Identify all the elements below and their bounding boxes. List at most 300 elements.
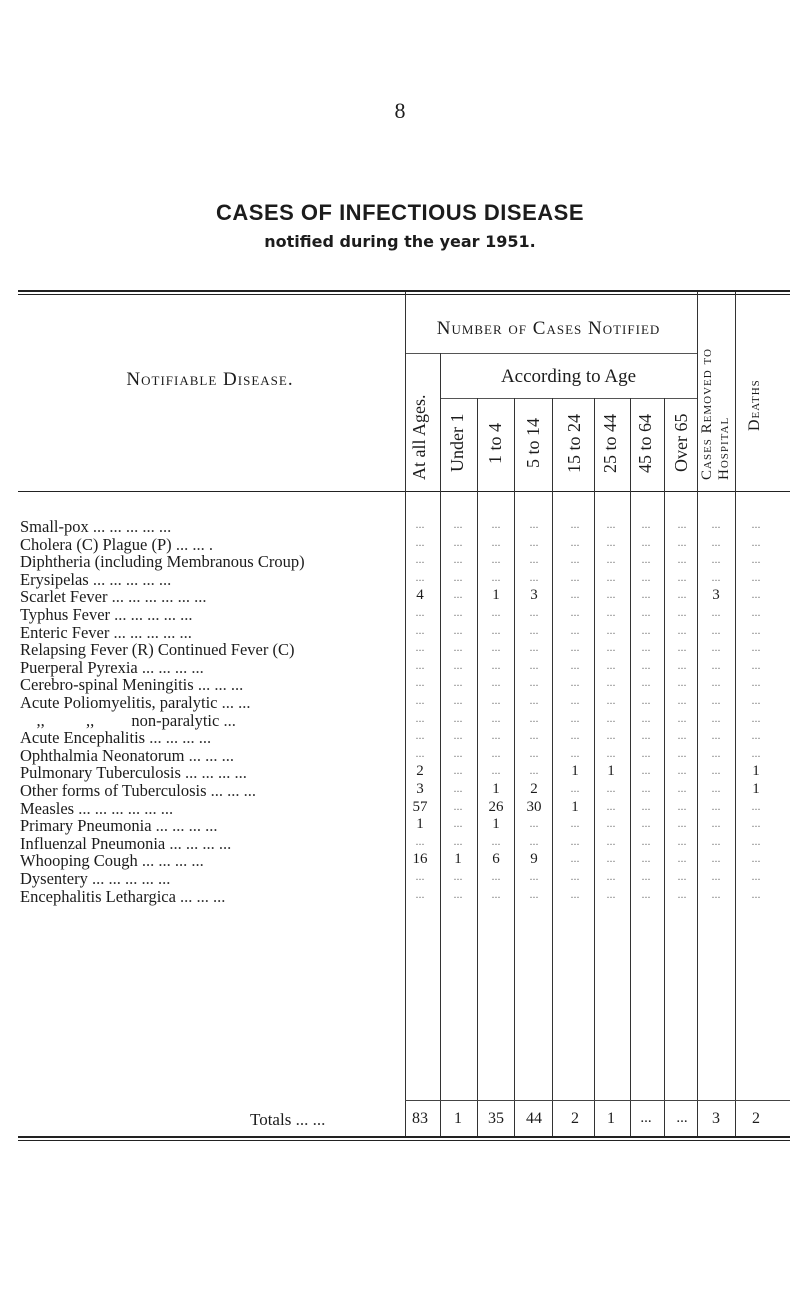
cell-over-65: ... — [677, 693, 687, 707]
col-45-to-64-header: 45 to 64 — [635, 413, 655, 473]
disease-name — [20, 887, 400, 907]
cell-15-to-24: ... — [570, 887, 580, 901]
cell-deaths: ... — [751, 799, 761, 813]
page-subtitle: notified during the year 1951. — [264, 232, 536, 251]
cell-15-to-24: ... — [570, 869, 580, 883]
cell-over-65: ... — [677, 816, 687, 830]
cell-5-to-14: ... — [529, 570, 539, 584]
table-row — [0, 799, 800, 816]
cell-5-to-14: 9 — [530, 851, 538, 867]
table-row — [0, 711, 800, 728]
cell-1-to-4: ... — [491, 623, 501, 637]
cell-5-to-14: ... — [529, 763, 539, 777]
col-1-to-4-header: 1 to 4 — [485, 422, 505, 464]
cell-deaths: ... — [751, 746, 761, 760]
cell-deaths: ... — [751, 711, 761, 725]
dot-leader: ... ... ... ... ... ... — [107, 587, 207, 606]
cell-1-to-4: 1 — [492, 781, 500, 797]
col-15-to-24-header: 15 to 24 — [564, 413, 584, 473]
cell-deaths: ... — [751, 887, 761, 901]
cell-removed-to-hospital: ... — [711, 693, 721, 707]
cell-deaths: 1 — [752, 781, 760, 797]
cell-under-1: ... — [453, 711, 463, 725]
table-row — [0, 517, 800, 534]
cell-deaths: ... — [751, 535, 761, 549]
cell-5-to-14: 2 — [530, 781, 538, 797]
cell-removed-to-hospital: ... — [711, 640, 721, 654]
table-top-rule-thin — [18, 294, 790, 295]
cell-15-to-24: 1 — [571, 799, 579, 815]
cell-over-65: ... — [677, 746, 687, 760]
cell-25-to-44: ... — [606, 552, 616, 566]
dot-leader: ... ... ... ... ... — [87, 869, 171, 888]
cell-25-to-44: ... — [606, 834, 616, 848]
cell-removed-to-hospital: 3 — [712, 587, 720, 603]
cell-25-to-44: ... — [606, 675, 616, 689]
disease-name-text: Other forms of Tuberculosis — [20, 781, 207, 800]
table-row — [0, 851, 800, 868]
cell-at-all-ages: ... — [415, 869, 425, 883]
cell-1-to-4: ... — [491, 869, 501, 883]
cell-at-all-ages: ... — [415, 711, 425, 725]
dot-leader: ... ... ... ... ... — [110, 605, 193, 624]
cell-deaths: ... — [751, 658, 761, 672]
cell-45-to-64: ... — [641, 640, 651, 654]
page-title: CASES OF INFECTIOUS DISEASE — [216, 200, 584, 225]
disease-name-text: Diphtheria (including Membranous Croup) — [20, 552, 305, 571]
cell-5-to-14: ... — [529, 640, 539, 654]
totals-label — [250, 1110, 325, 1130]
disease-name — [20, 781, 400, 801]
dot-leader: ... ... ... ... — [151, 816, 218, 835]
col-5-to-14-header: 5 to 14 — [523, 418, 543, 469]
col-under-1-header: Under 1 — [447, 413, 467, 473]
cell-under-1: ... — [453, 728, 463, 742]
disease-name-text: Cholera (C) Plague (P) — [20, 535, 172, 554]
cell-45-to-64: ... — [641, 658, 651, 672]
disease-name-text: Measles — [20, 799, 75, 818]
cell-deaths: ... — [751, 693, 761, 707]
cell-at-all-ages: ... — [415, 746, 425, 760]
disease-name-text: Erysipelas — [20, 570, 89, 589]
cell-over-65: ... — [677, 587, 687, 601]
cell-over-65: ... — [677, 887, 687, 901]
cell-removed-to-hospital: ... — [711, 552, 721, 566]
cell-over-65: ... — [677, 851, 687, 865]
table-row — [0, 552, 800, 569]
cell-under-1: ... — [453, 799, 463, 813]
cell-45-to-64: ... — [641, 587, 651, 601]
disease-name-text: Puerperal Pyrexia — [20, 658, 138, 677]
cell-under-1: ... — [453, 834, 463, 848]
cell-at-all-ages: ... — [415, 535, 425, 549]
dot-leader: ... ... . — [171, 535, 213, 554]
cell-removed-to-hospital: ... — [711, 887, 721, 901]
cell-5-to-14: ... — [529, 728, 539, 742]
cell-25-to-44: ... — [606, 535, 616, 549]
cell-25-to-44: ... — [606, 781, 616, 795]
cell-5-to-14: 44 — [526, 1110, 542, 1127]
cell-at-all-ages: ... — [415, 623, 425, 637]
cell-45-to-64: ... — [641, 711, 651, 725]
cell-25-to-44: ... — [606, 869, 616, 883]
cell-45-to-64: ... — [641, 781, 651, 795]
cell-25-to-44: 1 — [607, 1110, 615, 1127]
disease-name-text: ,, ,, non-paralytic — [20, 711, 220, 730]
cell-deaths: ... — [751, 728, 761, 742]
cell-under-1: ... — [453, 640, 463, 654]
cell-at-all-ages: 16 — [412, 851, 428, 867]
cell-15-to-24: ... — [570, 587, 580, 601]
cell-5-to-14: ... — [529, 605, 539, 619]
cell-15-to-24: ... — [570, 623, 580, 637]
totals-row — [0, 1110, 800, 1127]
table-row — [0, 535, 800, 552]
cell-at-all-ages: 1 — [416, 816, 424, 832]
cell-at-all-ages: ... — [415, 675, 425, 689]
disease-name-text: Relapsing Fever (R) Continued Fever (C) — [20, 640, 295, 659]
cell-15-to-24: ... — [570, 816, 580, 830]
cell-5-to-14: ... — [529, 834, 539, 848]
table-row — [0, 728, 800, 745]
table-top-rule — [18, 290, 790, 292]
disease-name-text: Acute Poliomyelitis, paralytic — [20, 693, 218, 712]
cell-at-all-ages: ... — [415, 552, 425, 566]
cell-5-to-14: 30 — [526, 799, 542, 815]
cell-deaths: 2 — [752, 1110, 760, 1127]
cell-over-65: ... — [677, 781, 687, 795]
cell-15-to-24: ... — [570, 675, 580, 689]
cell-25-to-44: ... — [606, 728, 616, 742]
cell-under-1: 1 — [454, 1110, 462, 1127]
cell-at-all-ages: 4 — [416, 587, 424, 603]
cell-5-to-14: ... — [529, 675, 539, 689]
cell-removed-to-hospital: ... — [711, 763, 721, 777]
cell-at-all-ages: ... — [415, 887, 425, 901]
cell-at-all-ages: 83 — [412, 1110, 428, 1127]
cell-removed-to-hospital: ... — [711, 816, 721, 830]
cell-45-to-64: ... — [641, 816, 651, 830]
disease-name — [20, 552, 400, 572]
cell-5-to-14: ... — [529, 816, 539, 830]
cell-removed-to-hospital: ... — [711, 658, 721, 672]
cell-25-to-44: ... — [606, 623, 616, 637]
cell-5-to-14: ... — [529, 693, 539, 707]
dot-leader: ... ... ... — [206, 781, 257, 800]
disease-name-text: Encephalitis Lethargica — [20, 887, 176, 906]
cell-15-to-24: ... — [570, 552, 580, 566]
cell-removed-to-hospital: ... — [711, 623, 721, 637]
cell-1-to-4: 1 — [492, 587, 500, 603]
table-row — [0, 781, 800, 798]
cell-45-to-64: ... — [641, 675, 651, 689]
cell-under-1: ... — [453, 570, 463, 584]
cell-5-to-14: ... — [529, 658, 539, 672]
cell-at-all-ages: ... — [415, 728, 425, 742]
cell-removed-to-hospital: ... — [711, 851, 721, 865]
cell-15-to-24: ... — [570, 658, 580, 672]
dot-leader: ... ... ... ... ... — [109, 623, 192, 642]
cell-15-to-24: 1 — [571, 763, 579, 779]
table-row — [0, 623, 800, 640]
cell-deaths: ... — [751, 605, 761, 619]
cell-45-to-64: ... — [641, 535, 651, 549]
cell-1-to-4: ... — [491, 535, 501, 549]
cell-deaths: ... — [751, 675, 761, 689]
cell-under-1: ... — [453, 693, 463, 707]
dot-leader: ... — [219, 711, 236, 730]
cell-1-to-4: ... — [491, 711, 501, 725]
cell-1-to-4: 35 — [488, 1110, 504, 1127]
cell-over-65: ... — [677, 799, 687, 813]
cell-45-to-64: ... — [641, 763, 651, 777]
cell-45-to-64: ... — [641, 851, 651, 865]
cell-over-65: ... — [677, 711, 687, 725]
table-row — [0, 587, 800, 604]
disease-name-text: Cerebro-spinal Meningitis — [20, 675, 194, 694]
cell-at-all-ages: ... — [415, 834, 425, 848]
cell-under-1: ... — [453, 535, 463, 549]
cell-5-to-14: ... — [529, 535, 539, 549]
cell-15-to-24: ... — [570, 746, 580, 760]
cell-deaths: ... — [751, 570, 761, 584]
cell-45-to-64: ... — [641, 693, 651, 707]
cell-over-65: ... — [677, 640, 687, 654]
cell-over-65: ... — [677, 728, 687, 742]
disease-name — [20, 763, 400, 783]
cell-under-1: ... — [453, 605, 463, 619]
dot-leader: ... ... ... ... ... ... — [74, 799, 174, 818]
cell-45-to-64: ... — [641, 869, 651, 883]
cell-1-to-4: ... — [491, 640, 501, 654]
cell-1-to-4: ... — [491, 693, 501, 707]
cell-removed-to-hospital: ... — [711, 781, 721, 795]
cell-25-to-44: ... — [606, 816, 616, 830]
dot-leader: ... ... ... ... — [145, 728, 212, 747]
table-row — [0, 570, 800, 587]
disease-name — [20, 587, 400, 607]
cell-25-to-44: ... — [606, 851, 616, 865]
cell-15-to-24: ... — [570, 693, 580, 707]
cell-removed-to-hospital: ... — [711, 605, 721, 619]
cell-15-to-24: ... — [570, 517, 580, 531]
cell-removed-to-hospital: ... — [711, 675, 721, 689]
cell-deaths: 1 — [752, 763, 760, 779]
table-row — [0, 675, 800, 692]
disease-name — [20, 816, 400, 836]
cell-deaths: ... — [751, 816, 761, 830]
cell-1-to-4: ... — [491, 728, 501, 742]
cell-under-1: ... — [453, 675, 463, 689]
disease-name — [20, 728, 400, 748]
cell-45-to-64: ... — [641, 623, 651, 637]
table-row — [0, 605, 800, 622]
cell-removed-to-hospital: ... — [711, 570, 721, 584]
group-header-rule — [405, 353, 697, 354]
table-row — [0, 816, 800, 833]
disease-name — [20, 675, 400, 695]
cell-over-65: ... — [677, 834, 687, 848]
table-row — [0, 869, 800, 886]
cell-15-to-24: ... — [570, 728, 580, 742]
dot-leader: ... ... ... ... ... — [88, 517, 172, 536]
cell-over-65: ... — [677, 535, 687, 549]
cell-1-to-4: 26 — [488, 799, 504, 815]
cell-at-all-ages: 57 — [412, 799, 428, 815]
cell-under-1: ... — [453, 623, 463, 637]
disease-name-text: Dysentery — [20, 869, 88, 888]
cell-over-65: ... — [677, 658, 687, 672]
cell-over-65: ... — [677, 869, 687, 883]
cell-1-to-4: ... — [491, 675, 501, 689]
cell-removed-to-hospital: ... — [711, 869, 721, 883]
dot-leader: ... ... ... ... — [137, 658, 204, 677]
table-bottom-rule — [18, 1136, 790, 1138]
cell-under-1: ... — [453, 887, 463, 901]
disease-name-text: Influenzal Pneumonia — [20, 834, 166, 853]
cell-5-to-14: ... — [529, 887, 539, 901]
disease-name-text: Enteric Fever — [20, 623, 110, 642]
dot-leader: ... ... — [217, 693, 251, 712]
cell-25-to-44: ... — [606, 711, 616, 725]
cell-1-to-4: ... — [491, 834, 501, 848]
cell-under-1: ... — [453, 869, 463, 883]
cell-15-to-24: ... — [570, 851, 580, 865]
cell-15-to-24: ... — [570, 834, 580, 848]
cell-at-all-ages: ... — [415, 605, 425, 619]
cell-removed-to-hospital: ... — [711, 746, 721, 760]
cell-45-to-64: ... — [641, 517, 651, 531]
cell-under-1: ... — [453, 517, 463, 531]
cell-removed-to-hospital: ... — [711, 711, 721, 725]
disease-name-text: Pulmonary Tuberculosis — [20, 763, 181, 782]
cell-at-all-ages: ... — [415, 640, 425, 654]
cell-under-1: ... — [453, 781, 463, 795]
cell-15-to-24: ... — [570, 640, 580, 654]
disease-name — [20, 605, 400, 625]
cell-at-all-ages: ... — [415, 693, 425, 707]
cell-removed-to-hospital: ... — [711, 799, 721, 813]
table-row — [0, 887, 800, 904]
disease-name — [20, 640, 400, 660]
cell-45-to-64: ... — [641, 552, 651, 566]
disease-name — [20, 851, 400, 871]
table-row — [0, 763, 800, 780]
table-row — [0, 693, 800, 710]
cell-1-to-4: ... — [491, 746, 501, 760]
cell-25-to-44: ... — [606, 570, 616, 584]
cell-45-to-64: ... — [641, 834, 651, 848]
cell-1-to-4: ... — [491, 658, 501, 672]
totals-label-text: Totals — [250, 1110, 292, 1129]
table-bottom-rule-thin — [18, 1140, 790, 1141]
cell-deaths: ... — [751, 851, 761, 865]
cell-25-to-44: ... — [606, 887, 616, 901]
cell-under-1: ... — [453, 763, 463, 777]
cell-under-1: ... — [453, 587, 463, 601]
cell-over-65: ... — [677, 552, 687, 566]
cell-under-1: ... — [453, 658, 463, 672]
cell-5-to-14: ... — [529, 552, 539, 566]
cell-5-to-14: ... — [529, 623, 539, 637]
table-row — [0, 640, 800, 657]
disease-name-text: Acute Encephalitis — [20, 728, 146, 747]
disease-name-text: Small-pox — [20, 517, 89, 536]
disease-name-text: Typhus Fever — [20, 605, 111, 624]
cell-25-to-44: 1 — [607, 763, 615, 779]
cell-25-to-44: ... — [606, 693, 616, 707]
disease-name — [20, 517, 400, 537]
table-row — [0, 658, 800, 675]
cell-45-to-64: ... — [641, 799, 651, 813]
disease-name-text: Whooping Cough — [20, 851, 138, 870]
cell-at-all-ages: ... — [415, 658, 425, 672]
cell-45-to-64: ... — [641, 746, 651, 760]
cell-removed-to-hospital: ... — [711, 728, 721, 742]
cell-15-to-24: ... — [570, 605, 580, 619]
dot-leader: ... ... ... — [175, 887, 226, 906]
cell-deaths: ... — [751, 869, 761, 883]
col-25-to-44-header: 25 to 44 — [600, 413, 620, 473]
cell-5-to-14: 3 — [530, 587, 538, 603]
cell-removed-to-hospital: 3 — [712, 1110, 720, 1127]
dot-leader: ... ... ... — [193, 675, 244, 694]
cell-under-1: 1 — [454, 851, 462, 867]
cell-1-to-4: ... — [491, 517, 501, 531]
disease-name-text: Ophthalmia Neonatorum — [20, 746, 185, 765]
cell-under-1: ... — [453, 552, 463, 566]
cell-5-to-14: ... — [529, 869, 539, 883]
cell-25-to-44: ... — [606, 799, 616, 813]
cell-1-to-4: ... — [491, 552, 501, 566]
cell-over-65: ... — [677, 570, 687, 584]
cell-over-65: ... — [677, 675, 687, 689]
dot-leader: ... ... ... ... — [137, 851, 204, 870]
cell-45-to-64: ... — [641, 728, 651, 742]
cell-under-1: ... — [453, 816, 463, 830]
cell-5-to-14: ... — [529, 746, 539, 760]
cell-15-to-24: ... — [570, 781, 580, 795]
cell-45-to-64: ... — [641, 887, 651, 901]
dot-leader: ... ... ... — [184, 746, 235, 765]
cell-over-65: ... — [677, 605, 687, 619]
cell-25-to-44: ... — [606, 640, 616, 654]
cell-under-1: ... — [453, 746, 463, 760]
cell-removed-to-hospital: ... — [711, 535, 721, 549]
cell-at-all-ages: ... — [415, 570, 425, 584]
cell-deaths: ... — [751, 517, 761, 531]
table-row — [0, 746, 800, 763]
col-removed-to-hospital-header: Cases Removed to Hospital — [699, 348, 732, 480]
cell-25-to-44: ... — [606, 605, 616, 619]
disease-name-text: Scarlet Fever — [20, 587, 108, 606]
disease-name — [20, 693, 400, 713]
cell-over-65: ... — [677, 623, 687, 637]
cell-at-all-ages: 2 — [416, 763, 424, 779]
number-of-cases-header: Number of Cases Notified — [436, 318, 661, 339]
table-row — [0, 834, 800, 851]
cell-1-to-4: 6 — [492, 851, 500, 867]
disease-name — [20, 869, 400, 889]
cell-45-to-64: ... — [641, 570, 651, 584]
cell-15-to-24: ... — [570, 711, 580, 725]
notifiable-disease-header: Notifiable Disease. — [126, 369, 294, 390]
cell-15-to-24: ... — [570, 570, 580, 584]
cell-1-to-4: 1 — [492, 816, 500, 832]
col-at-all-ages-header: At all Ages. — [409, 394, 429, 480]
cell-deaths: ... — [751, 623, 761, 637]
age-header-rule — [440, 398, 697, 399]
